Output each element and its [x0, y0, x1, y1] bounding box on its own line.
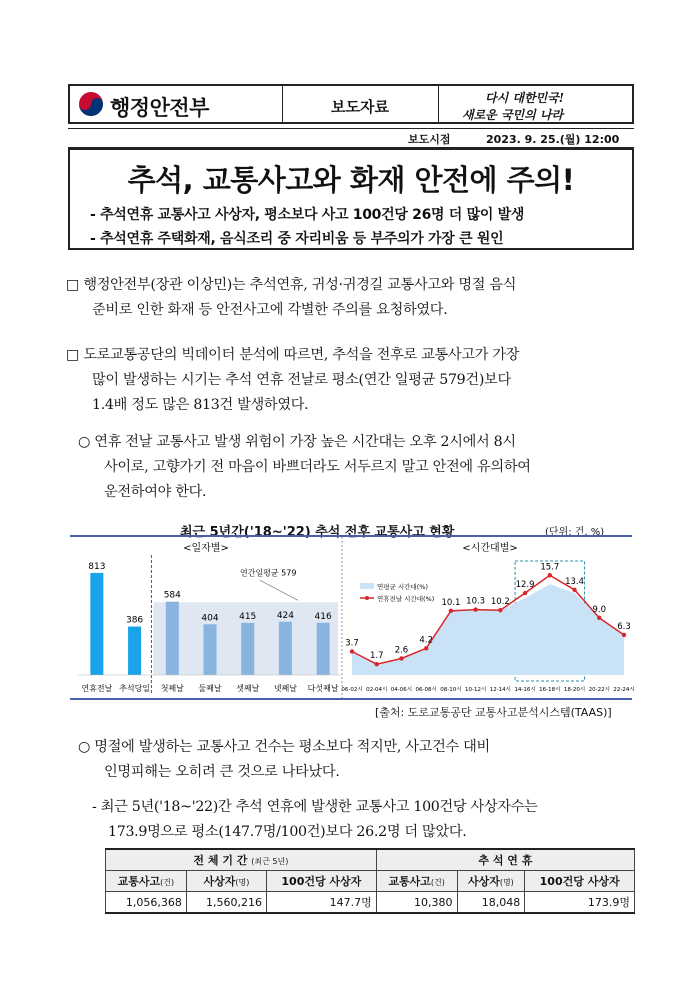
line-point: [498, 608, 502, 612]
bar-첫째날: [166, 602, 179, 675]
bar-다섯째날: [317, 623, 330, 675]
chart-unit: (단위: 건, %): [545, 527, 605, 538]
bar-category-label: 넷째날: [273, 684, 298, 693]
paragraph-1-line-2: 준비로 인한 화재 등 안전사고에 각별한 주의를 요청하였다.: [92, 302, 448, 318]
legend-label-eve: 연휴전날 시간대(%): [377, 595, 435, 603]
line-value-label: 1.7: [369, 651, 384, 662]
bar-category-label: 둘째날: [198, 684, 222, 693]
bar-value-label: 415: [239, 611, 257, 622]
cell-per100-chuseok: 173.9명: [525, 892, 635, 914]
paragraph-2-line-2: 많이 발생하는 시기는 추석 연휴 전날로 평소(연간 일평균 579건)보다: [92, 372, 511, 388]
paragraph-3-line-1: ○ 연휴 전날 교통사고 발생 위험이 가장 높은 시간대는 오후 2시에서 8시: [78, 434, 516, 450]
main-title: 추석, 교통사고와 화재 안전에 주의!: [127, 163, 575, 197]
bar-value-label: 584: [163, 590, 181, 601]
bar-넷째날: [279, 622, 292, 675]
release-label: 보도시점: [408, 133, 451, 146]
bar-subtitle: <일자별>: [183, 543, 229, 554]
line-point: [399, 656, 403, 660]
line-value-label: 6.3: [617, 621, 631, 632]
paragraph-3-line-2: 사이로, 고향가기 전 마음이 바쁘더라도 서두르지 말고 안전에 유의하여: [104, 459, 531, 475]
bar-category-label: 첫째날: [160, 684, 184, 693]
line-point: [424, 646, 428, 650]
paragraph-5-line-2: 173.9명으로 평소(147.7명/100건)보다 26.2명 더 많았다.: [108, 824, 467, 840]
bar-둘째날: [204, 624, 217, 675]
bar-추석당일: [128, 627, 141, 675]
group-chuseok: 추 석 연 휴: [376, 849, 634, 871]
bar-category-label: 셋째날: [236, 684, 260, 693]
bar-value-label: 416: [314, 611, 332, 622]
line-category-label: 16-18시: [539, 687, 561, 693]
line-subtitle: <시간대별>: [462, 543, 518, 554]
chart-svg: [70, 537, 635, 698]
paragraph-1-line-1: □ 행정안전부(장관 이상민)는 추석연휴, 귀성·귀경길 교통사고와 명절 음식: [66, 277, 517, 293]
cell-accidents-chuseok: 10,380: [376, 892, 457, 914]
header-accidents: 교통사고(건): [106, 871, 187, 892]
bar-value-label: 404: [201, 613, 219, 624]
casualty-table: [105, 848, 635, 914]
header-casualties-2: 사상자(명): [457, 871, 525, 892]
line-point: [350, 649, 354, 653]
legend-marker-eve: [365, 596, 369, 600]
line-category-label: 22-24시: [613, 687, 635, 693]
cell-accidents-all: 1,056,368: [106, 892, 187, 914]
line-category-label: 06-02시: [341, 687, 363, 693]
subtitle-2: - 추석연휴 주택화재, 음식조리 중 자리비움 등 부주의가 가장 큰 원인: [90, 231, 504, 247]
bar-value-label: 386: [125, 615, 144, 626]
paragraph-2-line-1: □ 도로교통공단의 빅데이터 분석에 따르면, 추석을 전후로 교통사고가 가장: [66, 347, 520, 363]
legend-label-average: 연평균 시간대(%): [377, 583, 428, 591]
release-date: 2023. 9. 25.(월) 12:00: [486, 133, 620, 146]
bar-value-label: 813: [88, 561, 106, 572]
header-accidents-2: 교통사고(건): [376, 871, 457, 892]
cell-per100-all: 147.7명: [267, 892, 377, 914]
header-per100: 100건당 사상자: [267, 871, 377, 892]
line-category-label: 12-14시: [489, 687, 512, 693]
line-category-label: 06-08시: [415, 687, 437, 693]
line-value-label: 2.6: [394, 645, 409, 656]
line-category-label: 18-20시: [563, 687, 586, 693]
bar-셋째날: [241, 623, 254, 675]
line-value-label: 10.3: [466, 596, 486, 607]
bar-category-label: 연휴전날: [81, 684, 113, 693]
line-category-label: 02-04시: [366, 687, 388, 693]
bar-category-label: 추석당일: [119, 684, 151, 693]
slogan-line-1: 다시 대한민국!: [485, 91, 564, 105]
line-category-label: 08-10시: [440, 687, 462, 693]
chart-frame: [70, 535, 635, 700]
line-point: [622, 633, 626, 637]
reference-annotation: 연간일평균 579: [240, 568, 297, 578]
paragraph-3-line-3: 운전하여야 한다.: [104, 484, 207, 500]
chart-source: [출처: 도로교통공단 교통사고분석시스템(TAAS)]: [375, 706, 612, 719]
line-point: [449, 609, 453, 613]
chart-title: 최근 5년간('18~'22) 추석 전후 교통사고 현황: [180, 525, 455, 540]
paragraph-4-line-2: 인명피해는 오히려 큰 것으로 나타났다.: [104, 764, 340, 780]
header-casualties: 사상자(명): [186, 871, 266, 892]
table-row: [106, 892, 635, 914]
group-all-period: 전 체 기 간 (최근 5년): [106, 849, 377, 871]
release-row: [68, 128, 634, 148]
document-type: 보도자료: [331, 98, 389, 116]
line-point: [375, 662, 379, 666]
line-point: [572, 588, 576, 592]
line-category-label: 14-16시: [514, 687, 536, 693]
line-value-label: 13.4: [565, 576, 585, 587]
line-value-label: 4.2: [419, 635, 433, 646]
bar-value-label: 424: [276, 610, 295, 621]
bar-연휴전날: [90, 573, 103, 675]
bar-category-label: 다섯째날: [307, 684, 339, 693]
header-per100-2: 100건당 사상자: [525, 871, 635, 892]
line-value-label: 15.7: [540, 562, 560, 573]
line-point: [548, 573, 552, 577]
line-value-label: 9.0: [592, 604, 607, 615]
cell-casualties-all: 1,560,216: [186, 892, 266, 914]
paragraph-4-line-1: ○ 명절에 발생하는 교통사고 건수는 평소보다 적지만, 사고건수 대비: [78, 739, 490, 755]
header-box: [68, 84, 634, 124]
cell-casualties-chuseok: 18,048: [457, 892, 525, 914]
line-value-label: 3.7: [345, 638, 359, 649]
paragraph-2-line-3: 1.4배 정도 많은 813건 발생하였다.: [92, 397, 309, 413]
line-value-label: 10.2: [490, 597, 510, 608]
taegeuk-logo-icon: [78, 91, 104, 117]
legend-swatch-average: [360, 583, 374, 589]
line-category-label: 10-12시: [464, 687, 487, 693]
title-box: [68, 148, 634, 250]
line-point: [473, 607, 477, 611]
line-category-label: 20-22시: [588, 687, 610, 693]
slogan-line-2: 새로운 국민의 나라: [462, 108, 564, 122]
annotation-leader: [260, 580, 298, 600]
line-value-label: 12.9: [515, 580, 535, 591]
line-value-label: 10.1: [441, 597, 461, 608]
subtitle-1: - 추석연휴 교통사고 사상자, 평소보다 사고 100건당 26명 더 많이 발생: [90, 207, 525, 223]
line-category-label: 04-06시: [390, 687, 413, 693]
line-point: [597, 616, 601, 620]
paragraph-5-line-1: - 최근 5년('18~'22)간 추석 연휴에 발생한 교통사고 100건당 사상자수는: [92, 799, 538, 815]
ministry-name: 행정안전부: [110, 96, 209, 120]
line-point: [523, 591, 527, 595]
